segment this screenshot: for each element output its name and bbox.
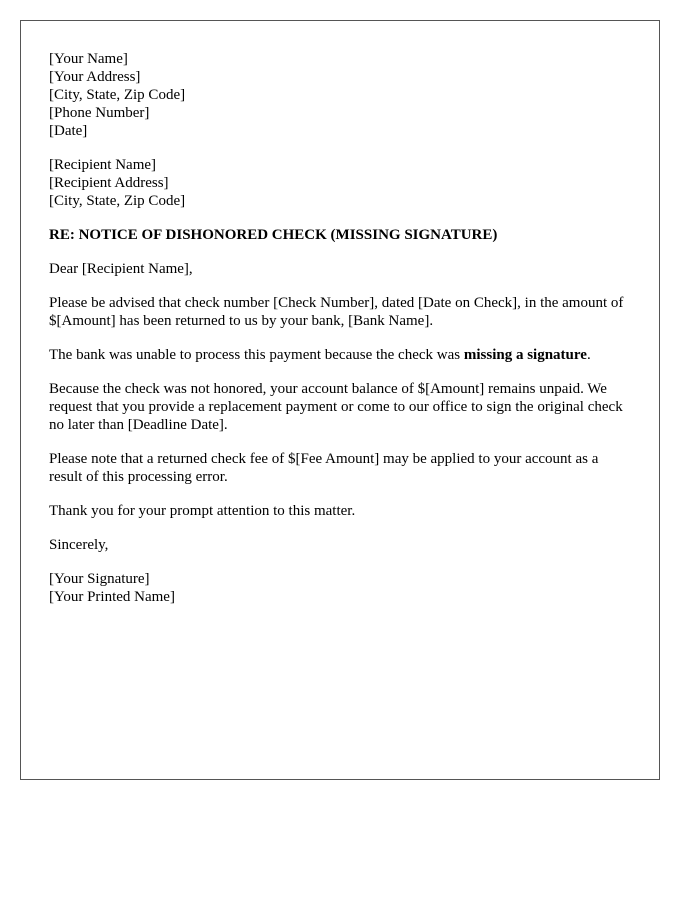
body-paragraph-5: Thank you for your prompt attention to this matter. xyxy=(49,503,356,519)
body-paragraph-2-end: . xyxy=(586,347,591,363)
sender-name: [Your Name] xyxy=(49,51,128,67)
sender-phone: [Phone Number] xyxy=(49,105,150,121)
recipient-city-state-zip: [City, State, Zip Code] xyxy=(49,193,186,209)
sender-address: [Your Address] xyxy=(49,69,141,85)
sender-city-state-zip: [City, State, Zip Code] xyxy=(49,87,186,103)
salutation: Dear [Recipient Name], xyxy=(49,261,193,277)
body-paragraph-2-text: The bank was unable to process this payment because the check was xyxy=(49,347,464,363)
sender-block xyxy=(49,50,631,140)
printed-name: [Your Printed Name] xyxy=(49,589,175,605)
recipient-block xyxy=(49,156,631,210)
signature-block xyxy=(49,570,631,606)
body-paragraph-2 xyxy=(49,346,631,364)
body-paragraph-1: Please be advised that check number [Check Number], dated [Date on Check], in the amount of $[Amount] has been returned to us by your bank, [Bank Name]. xyxy=(49,295,624,329)
body-paragraph-4: Please note that a returned check fee of $[Fee Amount] may be applied to your account as a result of this processing error. xyxy=(49,451,599,485)
letter-date: [Date] xyxy=(49,123,88,139)
recipient-address: [Recipient Address] xyxy=(49,175,169,191)
subject-line: RE: NOTICE OF DISHONORED CHECK (MISSING SIGNATURE) xyxy=(49,227,498,243)
closing: Sincerely, xyxy=(49,537,109,553)
body-paragraph-3: Because the check was not honored, your account balance of $[Amount] remains unpaid. We request that you provide a replacement payment or come to our office to sign the original check no later than [Deadline Date]. xyxy=(49,381,623,433)
missing-signature-emphasis: missing a signature xyxy=(463,347,587,363)
signature-line: [Your Signature] xyxy=(49,571,150,587)
recipient-name: [Recipient Name] xyxy=(49,157,157,173)
letter-page xyxy=(20,20,660,780)
